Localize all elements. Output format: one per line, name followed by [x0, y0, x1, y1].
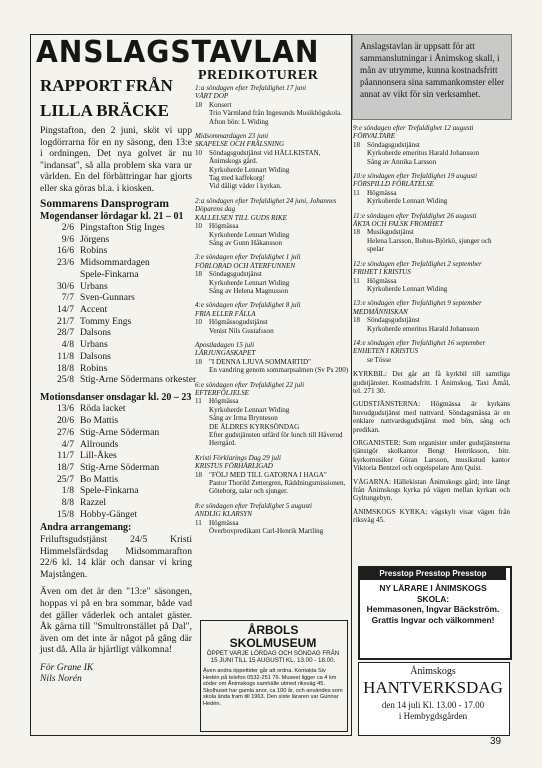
service-time [353, 356, 367, 364]
service-line [195, 423, 350, 431]
dance-row [40, 474, 192, 486]
other-text: Friluftsgudstjänst 24/5 Kristi Himmelsfärdsdag Midsommarafton 22/6 kl. 14 klär och dansar vi kring Majstången. [40, 533, 192, 580]
service-entry [353, 172, 510, 206]
dance-row [40, 234, 192, 246]
service-entry [353, 124, 510, 166]
service-time [195, 431, 209, 448]
service-line [195, 222, 350, 230]
service-date: 4:e söndagen efter Trefaldighet 8 juli [195, 301, 301, 310]
service-time [195, 279, 209, 287]
service-entry [353, 260, 510, 294]
service-list-2 [353, 124, 510, 364]
service-line [353, 277, 510, 285]
service-theme: SKAPELSE OCH FRÄLSNING [195, 140, 285, 149]
dance-band: Urbans [80, 280, 108, 292]
service-date: 12:e söndagen efter Trefaldighet 2 september [353, 259, 482, 268]
dance-row [40, 439, 192, 451]
info-organister: ORGANISTER: Som organister under gudstjänsterna tjänstgör skolkantor Bengt Henriksson, bitr. kyrkomusiker Göran Larsson, musikstud kantor Viktoria Bentzel och orgelspelare Ann Quist. [353, 439, 510, 473]
service-theme: FRIA ELLER FÄLLA [195, 309, 256, 318]
service-line [353, 197, 510, 205]
service-text: "FÖLJ MED TILL GATORNA I HAGA" [209, 470, 327, 479]
service-time [353, 197, 367, 205]
service-time [195, 406, 209, 414]
service-date: 13:e söndagen efter Trefaldighet 9 september [353, 299, 482, 308]
service-entry [195, 84, 350, 126]
service-time: 18 [353, 228, 361, 237]
service-text: Efter gudstjänsten utfärd för lunch till Håverud Herrgård. [209, 431, 343, 448]
service-time: 10 [195, 148, 203, 157]
service-line [195, 239, 350, 247]
service-time [195, 166, 209, 174]
service-text: Tag med kaffekorg! [209, 174, 265, 183]
service-time: 18 [195, 270, 203, 279]
dance-band: Razzel [80, 497, 107, 509]
service-time [195, 527, 209, 535]
signature-name: Nils Norén [40, 673, 82, 685]
rapport-line1: RAPPORT FRÅN [40, 76, 173, 95]
service-text: Sång av Annika Larsson [367, 157, 437, 166]
predikoturer-title: PREDIKOTURER [198, 68, 319, 83]
wednesday-heading: Motionsdanser onsdagar kl. 20 – 23 [40, 391, 192, 403]
dance-date: 13/6 [56, 403, 74, 415]
service-time [195, 327, 209, 335]
dansprogram-title: Sommarens Dansprogram [40, 197, 169, 210]
service-time [195, 174, 209, 182]
hantverk-line2: HANTVERKSDAG [363, 678, 503, 697]
presstop-line1: NY LÄRARE I ÅNIMSKOGS [379, 583, 487, 593]
dance-row [40, 509, 192, 521]
service-date: 2:a söndagen efter Trefaldighet 24 juni, Johannes Döparens dag [195, 196, 337, 214]
dance-band: Hobby-Gänget [80, 508, 138, 520]
dance-date: 4/7 [61, 438, 74, 450]
dance-band: Midsommardagen [80, 257, 150, 269]
service-time: 11 [195, 518, 202, 527]
service-text: Kyrkoherde Lennart Widing [209, 278, 290, 287]
dance-date: 11/7 [57, 450, 74, 462]
service-line [195, 358, 350, 366]
service-entry [195, 132, 350, 191]
dance-date: 9/6 [61, 233, 74, 245]
service-time [195, 239, 209, 247]
dance-band: Jörgens [80, 233, 110, 245]
service-text: Kyrkoherde emeritus Harald Johansson [367, 324, 480, 333]
service-line [195, 397, 350, 405]
dance-row [40, 327, 192, 339]
service-line [353, 228, 510, 236]
service-text: DE ÄLDRES KYRKSÖNDAG [209, 422, 300, 431]
service-entry [195, 381, 350, 448]
dance-date: 18/8 [56, 362, 74, 374]
service-text: Helena Larsson, Bohus-Björkö, sjunger och spelar [367, 236, 492, 254]
dance-date: 1/8 [61, 485, 74, 497]
service-time [195, 287, 209, 295]
service-line [353, 316, 510, 324]
dance-band: Allrounds [80, 438, 119, 450]
service-date: 9:e söndagen efter Trefaldighet 12 augusti [353, 124, 474, 132]
service-line [195, 174, 350, 182]
dance-column [40, 125, 197, 685]
dance-date: 25/7 [56, 473, 74, 485]
arbols-title-2: SKOLMUSEUM [229, 636, 317, 650]
service-line [195, 327, 350, 335]
service-text: se Tösse [367, 355, 392, 364]
hantverk-line3: den 14 juli Kl. 13.00 - 17.00 [381, 700, 485, 710]
dance-date [40, 269, 80, 281]
service-date: 11:e söndagen efter Trefaldighet 26 augusti [353, 211, 477, 220]
service-date: Kristi Förklarings Dag 29 juli [195, 453, 281, 462]
service-entry [195, 301, 350, 335]
service-time: 18 [353, 140, 361, 149]
service-line [353, 149, 510, 157]
dance-band: Accent [80, 303, 108, 315]
service-line [353, 285, 510, 293]
dance-row [40, 403, 192, 415]
service-time [195, 479, 209, 496]
service-theme: MEDMÄNNISKAN [353, 307, 408, 316]
dance-band: Bo Mattis [80, 415, 119, 427]
service-text: "I DENNA LJUVA SOMMARTID" [209, 357, 311, 366]
service-text: Kyrkoherde Lennart Widing [367, 197, 448, 206]
service-theme: ÄKTA OCH FALSK FROMHET [353, 220, 444, 229]
arbols-body: Även andra öppettider går att ordna. Kontakta Siv Hedén på telefon 0532-251 76. Museet ligger ca 4 km söder om Ånimskogs samhälle utmed riksväg 45. Skolhuset har gamla anor, ca 100 år, och användes som skola ända fram till 1963. Den siste läraren var Gunnar Hedén. [203, 668, 343, 707]
service-text: Kyrkoherde Lennart Widing [209, 405, 290, 414]
service-text: Sång av Irma Brynteson [209, 414, 278, 423]
saturday-list [40, 222, 197, 386]
service-text: Kyrkoherde Lennart Widing [209, 230, 290, 239]
service-time [195, 423, 209, 431]
service-text: Högmässogudstjänst [209, 318, 268, 327]
closing-text: Även om det är den "13:e" säsongen, hoppas vi på en bra sommar, både vad det gäller väderlek och antalet gäster. Åk gärna till "Smultronstället på Dal", även om det inte är något på gång där just då. Alla är hjärtligt välkomna! [40, 586, 192, 656]
service-theme: FÖRLORAD OCH ÅTERFUNNEN [195, 261, 296, 270]
dance-row [40, 427, 192, 439]
service-theme: EFTERFÖLJELSE [195, 389, 249, 397]
service-line [353, 141, 510, 149]
service-text: Söndagsgudstjänst [367, 316, 420, 325]
arbols-title-1: ÅRBOLS [247, 623, 299, 637]
service-line [353, 356, 510, 364]
dance-date: 30/6 [56, 280, 74, 292]
service-time: 10 [195, 318, 203, 327]
service-line [353, 325, 510, 333]
service-theme: VÄRT DOP [195, 92, 229, 101]
service-line [195, 527, 350, 535]
hantverk-details [360, 700, 506, 722]
service-line [195, 166, 350, 174]
service-theme: ANDLIG KLARSYN [195, 510, 252, 519]
service-entry [353, 339, 510, 364]
dance-row [40, 374, 197, 386]
dance-band: Spele-Finkarna [80, 485, 139, 497]
service-time: 11 [353, 276, 360, 285]
info-block [353, 370, 510, 525]
service-theme: FRIHET I KRISTUS [353, 268, 411, 277]
dance-date: 23/6 [56, 257, 74, 269]
rapport-line2: LILLA BRÄCKE [40, 101, 169, 120]
service-time [195, 414, 209, 422]
dance-date: 8/8 [61, 497, 74, 509]
dance-row [40, 450, 192, 462]
service-text: Vid dåligt väder i kyrkan. [209, 182, 282, 191]
service-time: 11 [195, 397, 202, 406]
service-date: 1:a söndagen efter Trefaldighet 17 juni [195, 84, 307, 92]
service-line [195, 279, 350, 287]
service-text: Kyrkoherde Lennart Widing [367, 284, 448, 293]
service-time: 10 [195, 222, 203, 231]
dance-date: 20/6 [56, 415, 74, 427]
info-kyrkbil: KYRKBIL: Det går att få kyrkbil till samtliga gudstjänster. Kostnadsfritt. I Ånimskog, Taxi Åmål, tel. 271 30. [353, 370, 510, 395]
service-line [195, 414, 350, 422]
dance-row [40, 257, 192, 269]
dance-row [40, 497, 192, 509]
service-text: Konsert [209, 100, 232, 109]
arbols-title [201, 624, 345, 650]
presstop-body [360, 583, 506, 625]
service-time [195, 366, 209, 374]
service-text: Högmässa [209, 518, 239, 527]
service-line [195, 479, 350, 496]
dance-band: Spele-Finkarna [80, 268, 139, 280]
service-time [353, 158, 367, 166]
page-number: 39 [490, 736, 502, 747]
service-line [195, 519, 350, 527]
service-line [195, 270, 350, 278]
service-entry [195, 253, 350, 295]
dance-row [40, 292, 192, 304]
service-line [195, 431, 350, 448]
dance-band: Dalsons [80, 350, 111, 362]
dance-band: Dalsons [80, 327, 111, 339]
dance-band: Robins [80, 362, 108, 374]
service-theme: KALLELSEN TILL GUDS RIKE [195, 213, 287, 222]
service-theme: ENHETEN I KRISTUS [353, 347, 419, 356]
service-text: Kyrkoherde emeritus Harald Johansson [367, 149, 480, 158]
dance-band: Röda lacket [80, 403, 126, 415]
service-text: Högmässa [209, 222, 239, 231]
dance-band: Robins [80, 245, 108, 257]
service-line [195, 318, 350, 326]
info-gudstjanster: GUDSTJÄNSTERNA: Högmässa är kyrkans huvudgudstjänst med nattvard. Söndagsmässa är en enklare nattvardsgudstjänst med bön, sång och predikan. [353, 400, 510, 434]
service-entry [195, 197, 350, 247]
service-entry [353, 212, 510, 254]
hantverk-line1: Ånimskogs [410, 666, 456, 677]
dance-row [40, 316, 192, 328]
service-time: 18 [195, 100, 203, 109]
service-time [195, 109, 209, 126]
dance-date: 15/8 [56, 508, 74, 520]
service-time [353, 285, 367, 293]
service-line [195, 109, 350, 126]
service-text: Musikgudstjänst [367, 228, 414, 237]
hantverk-line4: i Hembygdsgården [398, 711, 468, 721]
service-text: Högmässa [367, 188, 397, 197]
info-kyrka: ÅNIMSKOGS KYRKA; vägskylt visar vägen från riksväg 45. [353, 507, 510, 525]
service-entry [195, 502, 350, 536]
service-text: En vandring genom sommarpsalmen (Sv Ps 200) [209, 366, 349, 375]
service-line [195, 406, 350, 414]
dance-date: 2/6 [61, 222, 74, 234]
dance-date: 4/8 [61, 339, 74, 351]
signature-club: För Grane IK [40, 661, 94, 673]
service-date: 6:e söndagen efter Trefaldighet 22 juli [195, 380, 305, 389]
dance-row [40, 351, 192, 363]
arbols-hours: ÖPPET VARJE LÖRDAG OCH SÖNDAG FRÅN 15 JUNI TILL 15 AUGUSTI KL. 13.00 - 18.00. [206, 650, 340, 665]
service-list-1 [195, 84, 350, 542]
dance-band: Pingstafton Stig Inges [80, 222, 165, 234]
service-entry [195, 341, 350, 375]
dance-row [40, 363, 192, 375]
service-text: Venist Nils Gustafsson [209, 326, 274, 335]
service-column-2 [353, 124, 510, 530]
presstop-line4: Grattis Ingvar och välkommen! [371, 614, 495, 625]
service-date: Apostladagen 15 juli [195, 340, 255, 349]
service-text: Högmässa [209, 397, 239, 406]
service-date: 3:e söndagen efter Trefaldighet 1 juli [195, 253, 301, 262]
dance-date: 11/8 [57, 350, 74, 362]
dance-band: Sven-Gunnars [80, 292, 135, 304]
service-entry [353, 299, 510, 333]
service-text: Kyrkoherde Lennart Widing [209, 165, 290, 174]
service-text: Söndagsgudstjänst [367, 140, 420, 149]
dance-band: Stig-Arne Söderman [80, 426, 160, 438]
service-line [353, 237, 510, 254]
intro-text: Anslagstavlan är uppsatt för att sammanslutningar i Ånimskog skall, i mån av utrymme, kunna kostnadsfritt påannonsera sina sammankomster eller annat av vikt för sin verksamhet. [360, 41, 505, 99]
service-theme: FÖRSPILLD FÖRLÅTELSE [353, 180, 434, 189]
dance-band: Bo Mattis [80, 473, 119, 485]
dance-band: Stig-Arne Södermans orkester [80, 374, 197, 386]
saturday-heading: Mogendanser lördagar kl. 21 – 01 [40, 210, 184, 222]
wednesday-list [40, 403, 192, 520]
service-line [195, 182, 350, 190]
service-time [353, 149, 367, 157]
service-time: 18 [195, 357, 203, 366]
service-time: 11 [353, 188, 360, 197]
service-text: Trio Värmland från Ingesunds Musikhögskola. Afton bön: L Widing [209, 109, 343, 126]
service-time [353, 325, 367, 333]
service-text: Sång av Gunn Håkansson [209, 238, 283, 247]
dance-row [40, 281, 192, 293]
dance-row [40, 339, 192, 351]
service-time [195, 231, 209, 239]
dance-date: 18/7 [56, 461, 74, 473]
service-entry [195, 454, 350, 496]
service-text: Överbovpredikant Carl-Henrik Martling [209, 527, 324, 536]
service-time: 18 [195, 470, 203, 479]
dance-row [40, 245, 192, 257]
dance-row [40, 462, 192, 474]
dance-band: Lill-Åkes [80, 450, 117, 462]
service-text: Söndagsgudstjänst vid HÄLLKISTAN, Ånimskogs gård. [209, 148, 321, 166]
dance-date: 14/7 [56, 303, 74, 315]
service-date: 10:e söndagen efter Trefaldighet 19 augusti [353, 172, 478, 181]
other-heading: Andra arrangemang: [40, 522, 132, 534]
dance-date: 16/6 [56, 245, 74, 257]
service-line [195, 231, 350, 239]
rapport-heading [40, 73, 173, 123]
dance-band: Tommy Engs [80, 315, 132, 327]
service-theme: KRISTUS FÖRHÄRLIGAD [195, 462, 273, 471]
dance-row [40, 269, 192, 281]
dance-band: Urbans [80, 339, 108, 351]
service-text: Pastor Thorild Zettergren, Räddningsmissionen, Göteborg, talar och sjunger. [209, 479, 346, 496]
dance-row [40, 415, 192, 427]
service-theme: LÄRJUNGASKAPET [195, 349, 256, 358]
dance-date: 25/8 [56, 374, 74, 386]
service-line [353, 158, 510, 166]
presstop-line3: Hemmasonen, Ingvar Bäckström. [366, 604, 500, 614]
presstop-banner: Presstop Presstop Presstop [360, 568, 506, 580]
dance-row [40, 485, 192, 497]
info-vagarna: VÄGARNA: Hällekistan Ånimskogs gård; inte långt från Ånimskogs kyrka på vägen mellan kyrkan och Gyltungebyn. [353, 477, 510, 503]
service-date: Midsommardagen 23 juni [195, 132, 269, 141]
service-line [195, 366, 350, 374]
service-time [195, 182, 209, 190]
service-text: Sång av Helena Magnusson [209, 286, 289, 295]
service-theme: FÖRVALTARE [353, 132, 396, 141]
dance-row [40, 222, 192, 234]
presstop-line2: SKOLA: [416, 593, 450, 604]
dance-date: 28/7 [56, 327, 74, 339]
service-line [195, 471, 350, 479]
service-text: Söndagsgudstjänst [209, 270, 262, 279]
service-date: 8:e söndagen efter Trefaldighet 5 augusti [195, 501, 312, 510]
dance-row [40, 304, 192, 316]
rapport-body: Pingstafton, den 2 juni, sköt vi upp logdörrarna för en ny säsong, den 13:e i ordningen. Det nya golvet är nu "indansat", så alla problem ska vara ur världen. En del förbättringar har gjorts eller ska göras bl.a. i kiosken. [40, 125, 192, 194]
dance-date: 7/7 [61, 292, 74, 304]
service-line [195, 149, 350, 166]
dance-date: 27/6 [56, 426, 74, 438]
service-date: 14:e söndagen efter Trefaldighet 16 september [353, 338, 486, 347]
service-line [195, 101, 350, 109]
dance-date: 21/7 [56, 315, 74, 327]
page-title: ANSLAGSTAVLAN [36, 35, 320, 70]
service-line [195, 287, 350, 295]
service-text: Högmässa [367, 276, 397, 285]
service-time [353, 237, 367, 254]
service-time: 18 [353, 316, 361, 325]
dance-band: Stig-Arne Söderman [80, 461, 160, 473]
service-line [353, 189, 510, 197]
